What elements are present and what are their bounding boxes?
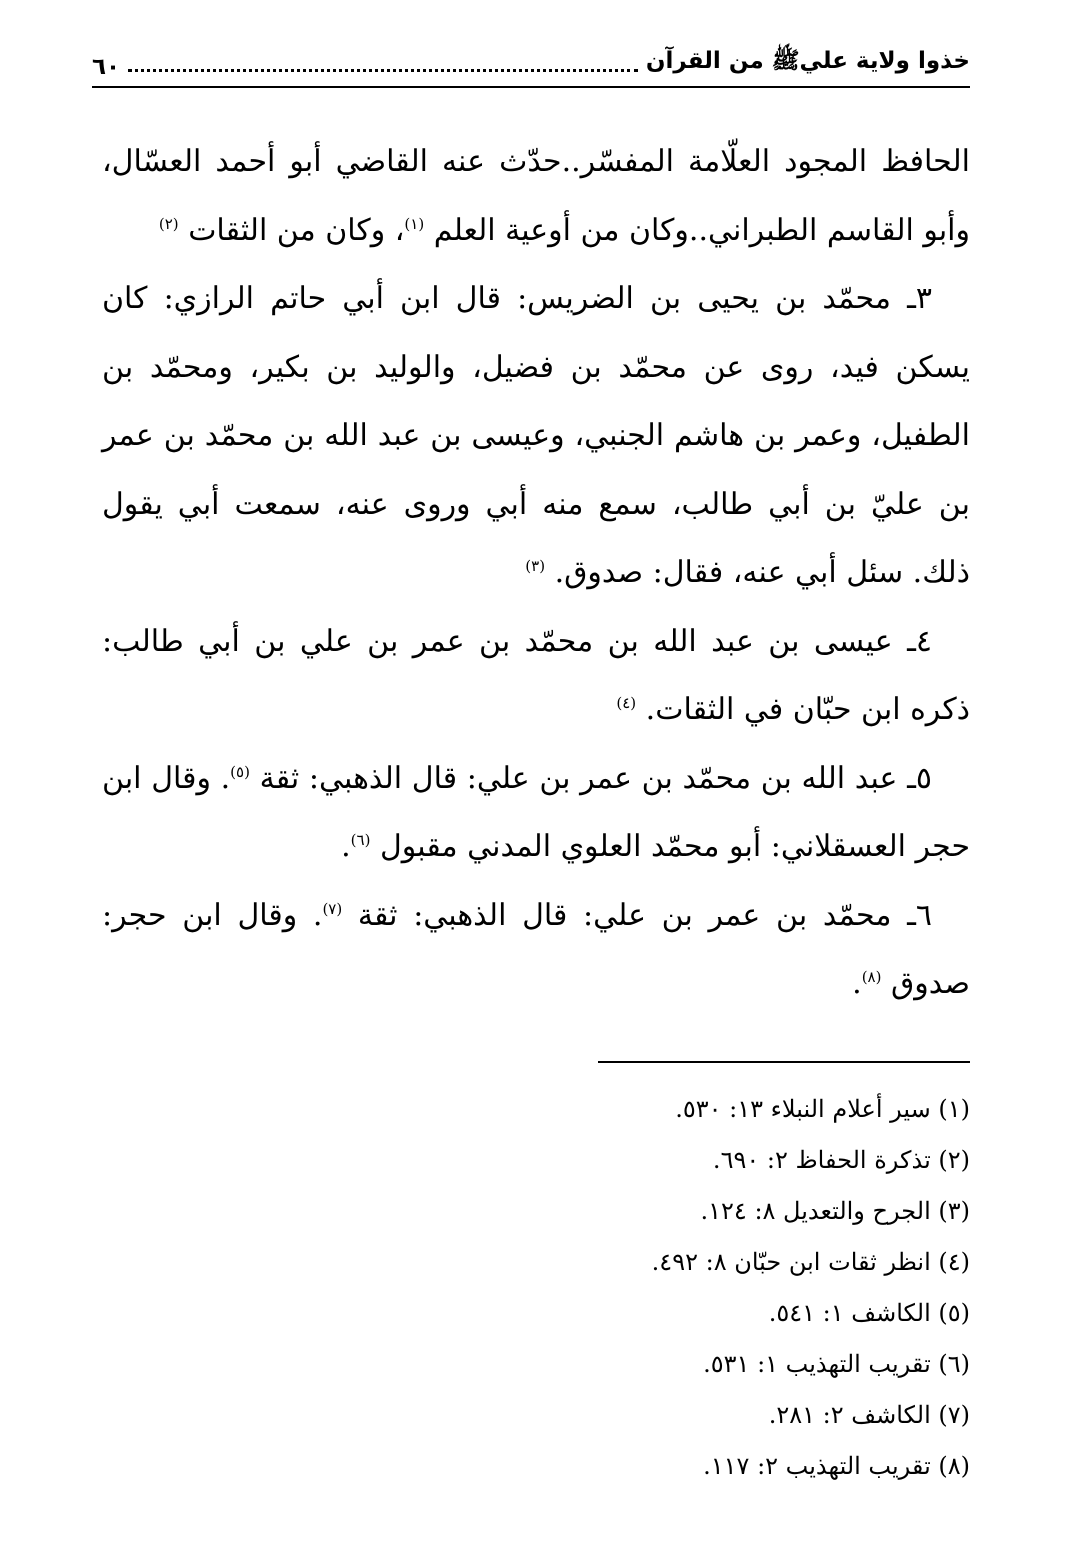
footnote-separator (598, 1061, 970, 1063)
paragraph-5 (102, 882, 970, 1019)
paragraph-1 (102, 128, 970, 265)
paragraph-5-text-a: ٦ـ محمّد بن عمر بن علي: قال الذهبي: ثقة (357, 897, 932, 933)
footnote-item: (٥) الكاشف ١: ٥٤١. (768, 1299, 970, 1327)
footnote-ref-7: (٧) (322, 899, 343, 918)
header-title: خذوا ولاية عليﷺ من القرآن (645, 48, 970, 74)
footnote-item: (٢) تذكرة الحفاظ ٢: ٦٩٠. (712, 1146, 970, 1174)
paragraph-4-text-b: . وقال ابن حجر العسقلاني: أبو محمّد العلوي المدني مقبول (102, 760, 970, 864)
footnote-ref-5: (٥) (230, 762, 250, 781)
paragraph-4-text-c: . (341, 829, 351, 864)
footnote-ref-2: (٢) (158, 214, 179, 233)
paragraph-5-text-c: . (852, 966, 862, 1001)
page-number: ٦٠ (92, 54, 121, 80)
paragraph-2 (102, 265, 970, 608)
footnote-ref-6: (٦) (350, 831, 371, 849)
paragraph-4-text-a: ٥ـ عبد الله بن محمّد بن عمر بن علي: قال الذهبي: ثقة (259, 760, 932, 796)
footnote-ref-1: (١) (404, 214, 425, 233)
paragraph-1-text: الحافظ المجود العلّامة المفسّر..حدّث عنه القاضي أبو أحمد العسّال، وأبو القاسم الطبراني..وكان من أوعية العلم (102, 144, 970, 248)
header-dot-leader (128, 69, 638, 72)
footnote-item: (٣) الجرح والتعديل ٨: ١٢٤. (700, 1197, 970, 1225)
footnote-ref-8: (٨) (861, 968, 882, 986)
paragraph-2-text: ٣ـ محمّد بن يحيى بن الضريس: قال ابن أبي حاتم الرازي: كان يسكن فيد، روى عن محمّد بن فضيل، والوليد بن بكير، ومحمّد بن الطفيل، وعمر بن هاشم الجنبي، وعيسى بن عبد الله بن محمّد بن عمر بن عليّ بن أبي طالب، سمع منه أبي وروى عنه، سمعت أبي يقول ذلك. سئل أبي عنه، فقال: صدوق. (102, 281, 970, 590)
main-text (102, 128, 970, 1019)
footnote-ref-4: (٤) (616, 694, 637, 712)
paragraph-1-mid: ، وكان من الثقات (188, 212, 405, 248)
footnote-item: (٨) تقريب التهذيب ٢: ١١٧. (703, 1452, 970, 1480)
footnote-item: (٦) تقريب التهذيب ١: ٥٣١. (703, 1350, 970, 1378)
paragraph-5-text-b: . وقال ابن حجر: صدوق (102, 897, 970, 1001)
paragraph-3-text: ٤ـ عيسى بن عبد الله بن محمّد بن عمر بن علي بن أبي طالب: ذكره ابن حبّان في الثقات. (102, 623, 970, 727)
footnote-item: (١) سير أعلام النبلاء ١٣: ٥٣٠. (675, 1095, 970, 1123)
paragraph-4 (102, 745, 970, 882)
paragraph-3 (102, 608, 970, 745)
footnote-ref-3: (٣) (525, 557, 546, 575)
running-header (92, 44, 970, 88)
footnote-item: (٧) الكاشف ٢: ٢٨١. (768, 1401, 970, 1429)
footnote-item: (٤) انظر ثقات ابن حبّان ٨: ٤٩٢. (651, 1248, 970, 1276)
footnotes-list (102, 1084, 970, 1492)
